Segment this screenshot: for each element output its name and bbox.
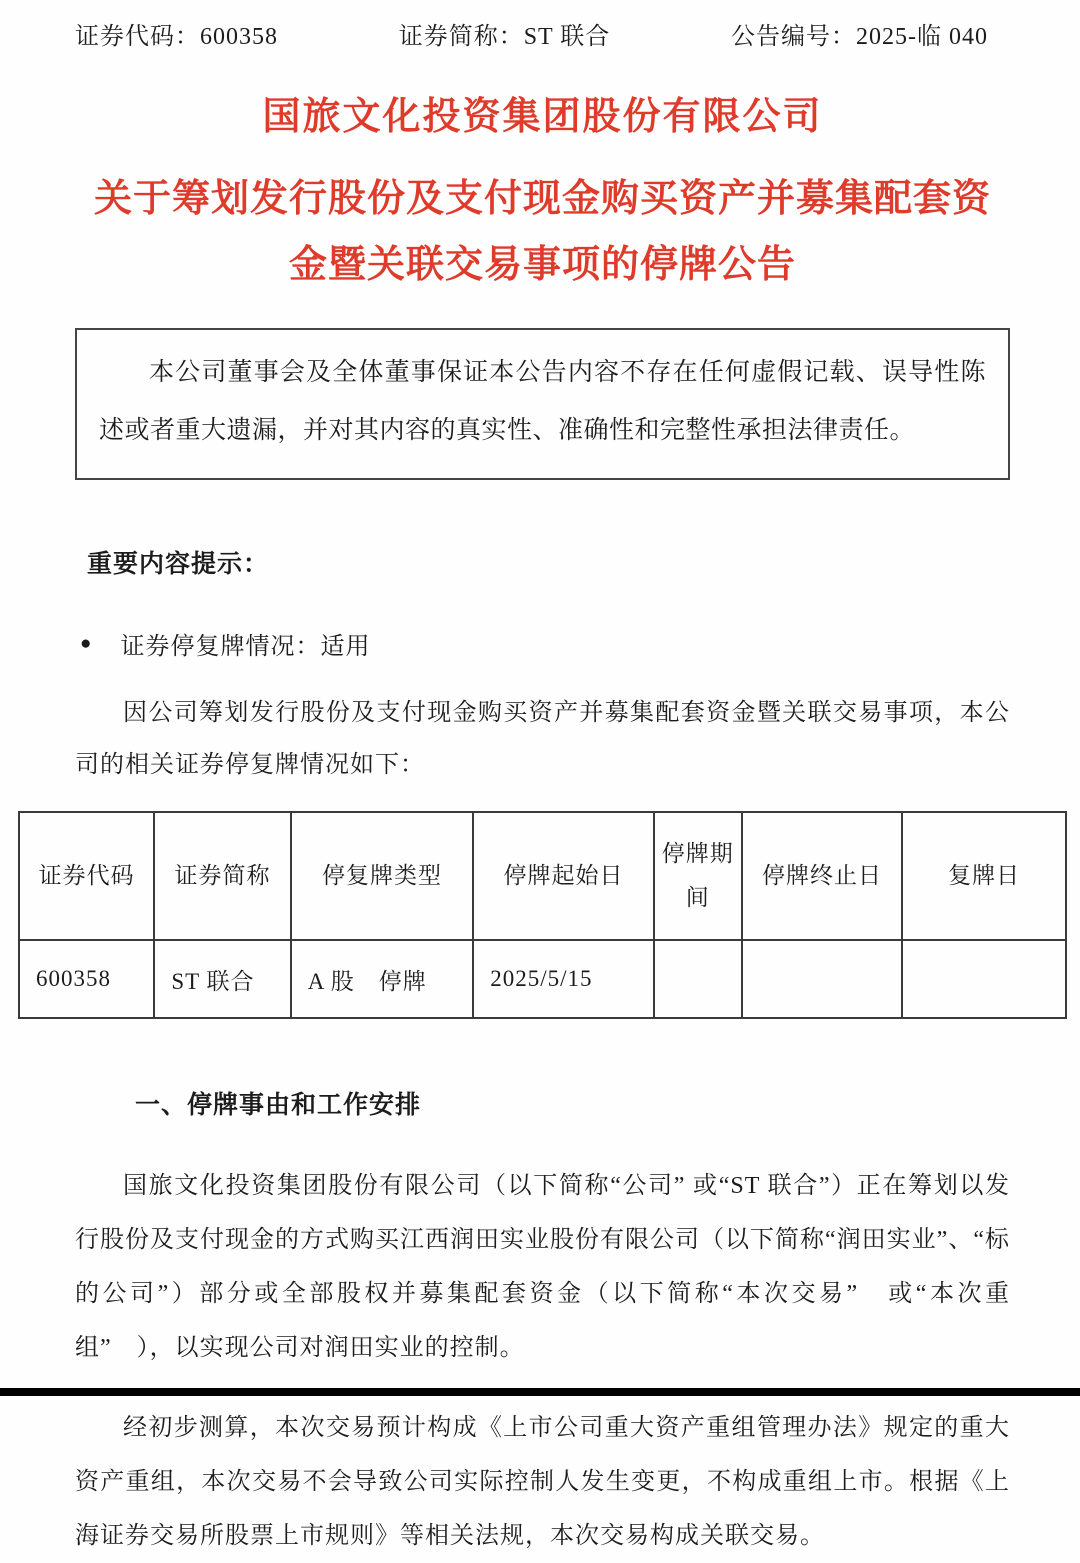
col-header-end: 停牌终止日 — [742, 812, 903, 940]
important-notice-heading: 重要内容提示： — [87, 551, 270, 578]
stock-short-name: 证券简称：ST 联合 — [398, 24, 611, 50]
table-header-row — [19, 812, 1066, 940]
announcement-number: 公告编号：2025-临 040 — [730, 24, 988, 50]
cell-type: A 股 停牌 — [291, 940, 474, 1018]
cell-name: ST 联合 — [154, 940, 290, 1018]
company-title: 国旅文化投资集团股份有限公司 — [262, 96, 823, 138]
disclaimer-text: 本公司董事会及全体董事保证本公告内容不存在任何虚假记载、误导性陈述或者重大遗漏，并对其内容的真实性、准确性和完整性承担法律责任。 — [99, 359, 986, 444]
announcement-title-line2: 金暨关联交易事项的停牌公告 — [288, 244, 796, 286]
disclaimer-box — [75, 328, 1010, 480]
cell-period — [654, 940, 742, 1018]
cell-end — [742, 940, 903, 1018]
announcement-title-line1: 关于筹划发行股份及支付现金购买资产并募集配套资 — [93, 178, 991, 220]
document-header-line — [75, 16, 1010, 51]
cell-resume — [902, 940, 1066, 1018]
col-header-type: 停复牌类型 — [291, 812, 474, 940]
bullet-item-text: 证券停复牌情况：适用 — [120, 634, 371, 660]
bullet-item-halt-status — [75, 626, 1010, 661]
col-header-code: 证券代码 — [19, 812, 154, 940]
halt-status-table — [18, 811, 1067, 1019]
screenshot-bottom-edge-bar — [0, 1388, 1080, 1396]
cell-start: 2025/5/15 — [473, 940, 653, 1018]
intro-paragraph: 因公司筹划发行股份及支付现金购买资产并募集配套资金暨关联交易事项，本公司的相关证券停复牌情况如下： — [75, 700, 1010, 778]
section1-paragraph1: 国旅文化投资集团股份有限公司（以下简称“公司” 或“ST 联合”）正在筹划以发行股份及支付现金的方式购买江西润田实业股份有限公司（以下简称“润田实业”、“标的公司”）部分或全部股权并募集配套资金（以下简称“本次交易” 或“本次重组” ），以实现公司对润田实业的控制。 — [75, 1173, 1010, 1361]
section1-heading: 一、停牌事由和工作安排 — [135, 1092, 422, 1119]
table-row — [19, 940, 1066, 1018]
section1-paragraph2: 经初步测算，本次交易预计构成《上市公司重大资产重组管理办法》规定的重大资产重组，本次交易不会导致公司实际控制人发生变更，不构成重组上市。根据《上海证券交易所股票上市规则》等相关法规，本次交易构成关联交易。 — [75, 1415, 1010, 1549]
bullet-icon: ● — [80, 633, 93, 654]
halt-status-table-wrap — [18, 811, 1067, 1019]
stock-code: 证券代码：600358 — [75, 24, 278, 50]
col-header-start: 停牌起始日 — [473, 812, 653, 940]
announcement-title — [75, 166, 1010, 298]
cell-code: 600358 — [19, 940, 154, 1018]
col-header-period: 停牌期间 — [654, 812, 742, 940]
col-header-resume: 复牌日 — [902, 812, 1066, 940]
col-header-name: 证券简称 — [154, 812, 290, 940]
